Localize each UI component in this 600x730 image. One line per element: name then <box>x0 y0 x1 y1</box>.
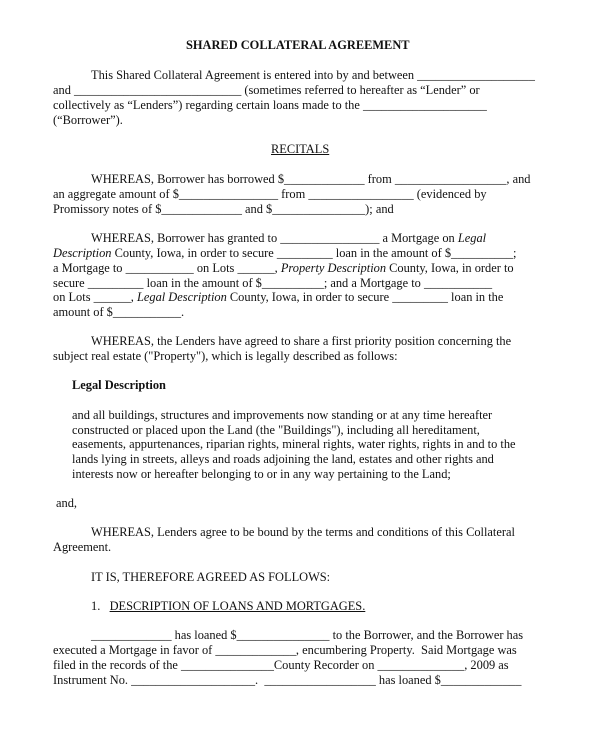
whereas-3-line-1: WHEREAS, the Lenders have agreed to share a first priority position concerning the <box>91 334 512 348</box>
whereas-2-line-1: WHEREAS, Borrower has granted to ________________ a Mortgage on Legal <box>91 231 487 245</box>
section-1-heading <box>91 599 365 614</box>
whereas-1-line-1: WHEREAS, Borrower has borrowed $_____________ from __________________, and <box>91 172 531 186</box>
whereas-1-line-3: Promissory notes of $_____________ and $_______________); and <box>53 202 394 216</box>
buildings-line-1: and all buildings, structures and improvements now standing or at any time hereafter <box>72 408 493 422</box>
buildings-line-5: interests now or hereafter belonging to or in any way pertaining to the Land; <box>72 467 451 481</box>
whereas-1-line-2: an aggregate amount of $________________ from _________________ (evidenced by <box>53 187 487 201</box>
whereas-2-line-4: secure _________ loan in the amount of $__________; and a Mortgage to ___________ <box>53 276 493 290</box>
whereas-2-line-3: a Mortgage to ___________ on Lots ______, Property Description County, Iowa, in order to <box>53 261 514 275</box>
document-title: SHARED COLLATERAL AGREEMENT <box>186 38 410 52</box>
intro-line-2: and ___________________________ (sometimes referred to hereafter as “Lender” or <box>53 83 480 97</box>
intro-line-1: This Shared Collateral Agreement is entered into by and between ___________________ <box>91 68 535 82</box>
whereas-4-line-2: Agreement. <box>53 540 112 554</box>
buildings-line-3: easements, appurtenances, riparian rights, mineral rights, water rights, rights in and to the <box>72 437 516 451</box>
section-1-line-3: filed in the records of the _______________County Recorder on ______________, 2009 as <box>53 658 509 672</box>
whereas-4-line-1: WHEREAS, Lenders agree to be bound by the terms and conditions of this Collateral <box>91 525 515 539</box>
buildings-line-2: constructed or placed upon the Land (the "Buildings"), including all hereditament, <box>72 423 480 437</box>
agreed-statement: IT IS, THEREFORE AGREED AS FOLLOWS: <box>91 570 331 584</box>
intro-line-4: (“Borrower”). <box>53 113 123 127</box>
section-1-line-4: Instrument No. ____________________. __________________ has loaned $_____________ <box>53 673 522 687</box>
recitals-heading: RECITALS <box>271 142 330 156</box>
section-1-line-1: _____________ has loaned $_______________ to the Borrower, and the Borrower has <box>91 628 524 642</box>
legal-description-heading: Legal Description <box>72 378 166 392</box>
buildings-line-4: lands lying in streets, alleys and roads adjoining the land, estates and other rights and <box>72 452 494 466</box>
section-1-title: DESCRIPTION OF LOANS AND MORTGAGES. <box>109 599 366 613</box>
section-1-number: 1. <box>91 599 101 613</box>
section-1-line-2: executed a Mortgage in favor of _____________, encumbering Property. Said Mortgage was <box>53 643 517 657</box>
whereas-3-line-2: subject real estate ("Property"), which is legally described as follows: <box>53 349 398 363</box>
intro-line-3: collectively as “Lenders”) regarding certain loans made to the ____________________ <box>53 98 487 112</box>
whereas-2-line-5: on Lots ______, Legal Description County, Iowa, in order to secure _________ loan in the <box>53 290 504 304</box>
whereas-2-line-6: amount of $___________. <box>53 305 185 319</box>
whereas-2-line-2: Description County, Iowa, in order to secure _________ loan in the amount of $__________; <box>53 246 517 260</box>
and-text: and, <box>56 496 77 510</box>
